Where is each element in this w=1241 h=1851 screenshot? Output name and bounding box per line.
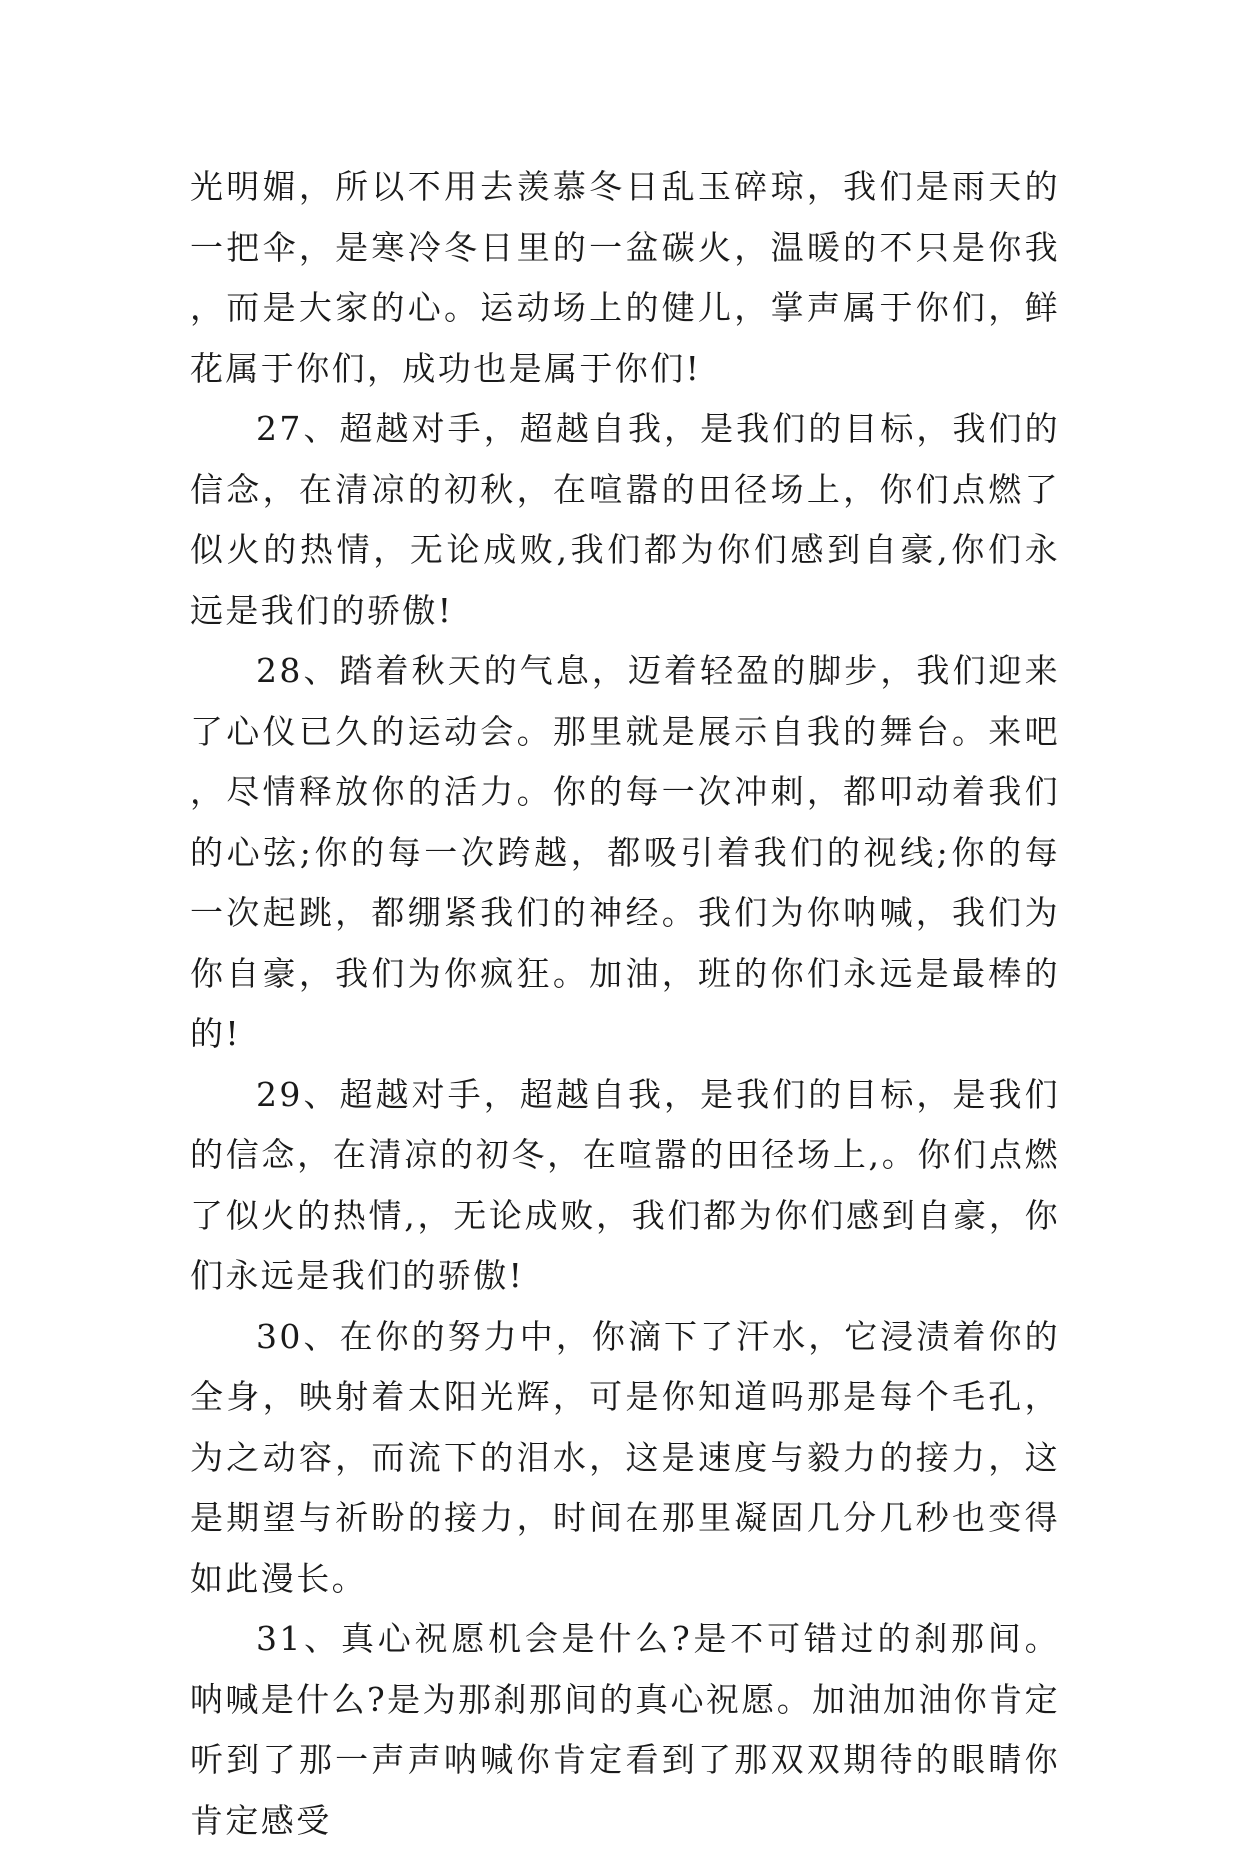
- paragraph-30: 30、在你的努力中，你滴下了汗水，它浸渍着你的全身，映射着太阳光辉，可是你知道吗那是每个毛孔，为之动容，而流下的泪水，这是速度与毅力的接力，这是期望与祈盼的接力，时间在那里凝固几分几秒也变得如此漫长。: [190, 1316, 1060, 1598]
- paragraph-28: 28、踏着秋天的气息，迈着轻盈的脚步，我们迎来了心仪已久的运动会。那里就是展示自我的舞台。来吧，尽情释放你的活力。你的每一次冲刺，都叩动着我们的心弦;你的每一次跨越，都吸引着我们的视线;你的每一次起跳，都绷紧我们的神经。我们为你呐喊，我们为你自豪，我们为你疯狂。加油，班的你们永远是最棒的的!: [190, 651, 1060, 1053]
- paragraph-continuation: 光明媚，所以不用去羡慕冬日乱玉碎琼，我们是雨天的一把伞，是寒冷冬日里的一盆碳火，温暖的不只是你我，而是大家的心。运动场上的健儿，掌声属于你们，鲜花属于你们，成功也是属于你们!: [190, 167, 1060, 388]
- document-body: [190, 157, 1060, 1851]
- paragraph-31: 31、真心祝愿机会是什么?是不可错过的刹那间。呐喊是什么?是为那刹那间的真心祝愿。加油加油你肯定听到了那一声声呐喊你肯定看到了那双双期待的眼睛你肯定感受: [190, 1619, 1060, 1840]
- paragraph-27: 27、超越对手，超越自我，是我们的目标，我们的信念，在清凉的初秋，在喧嚣的田径场上，你们点燃了似火的热情，无论成败,我们都为你们感到自豪,你们永远是我们的骄傲!: [190, 409, 1060, 630]
- paragraph-29: 29、超越对手，超越自我，是我们的目标，是我们的信念，在清凉的初冬，在喧嚣的田径场上,。你们点燃了似火的热情,，无论成败，我们都为你们感到自豪，你们永远是我们的骄傲!: [190, 1074, 1060, 1295]
